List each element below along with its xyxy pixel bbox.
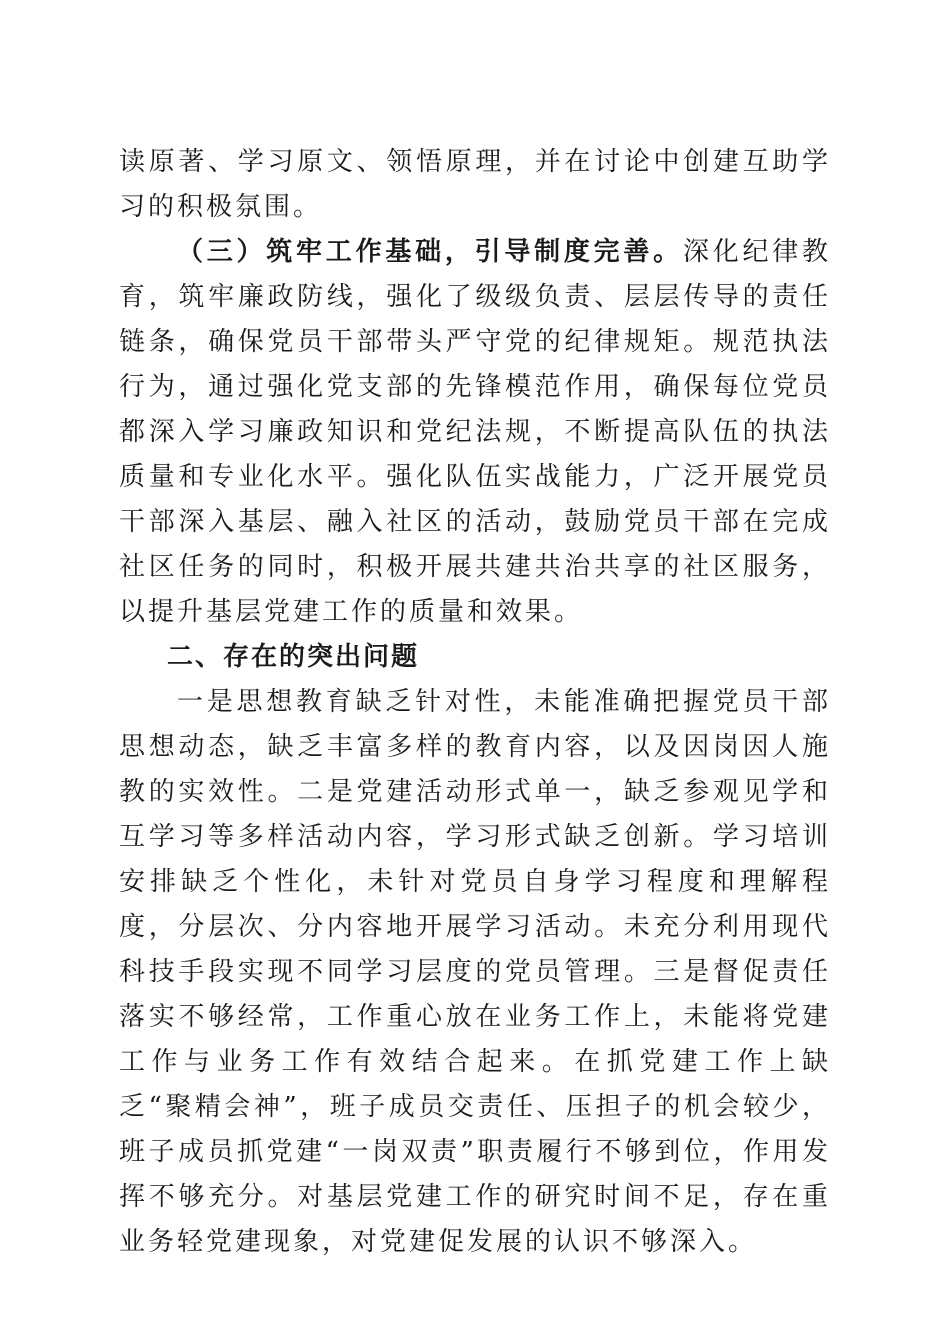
point-three-paragraph <box>119 230 831 635</box>
section-two-heading: 二、存在的突出问题 <box>167 642 420 672</box>
point-three-body: 深化纪律教育，筑牢廉政防线，强化了级级负责、层层传导的责任链条，确保党员干部带头严守党的纪律规矩。规范执法行为，通过强化党支部的先锋模范作用，确保每位党员都深入学习廉政知识和党纪法规，不断提高队伍的执法质量和专业化水平。强化队伍实战能力，广泛开展党员干部深入基层、融入社区的活动，鼓励党员干部在完成社区任务的同时，积极开展共建共治共享的社区服务，以提升基层党建工作的质量和效果。 <box>119 237 831 627</box>
point-three-lead: （三）筑牢工作基础，引导制度完善。 <box>177 237 683 267</box>
problems-paragraph: 一是思想教育缺乏针对性，未能准确把握党员干部思想动态，缺乏丰富多样的教育内容，以及因岗因人施教的实效性。二是党建活动形式单一，缺乏参观见学和互学习等多样活动内容，学习形式缺乏创新。学习培训安排缺乏个性化，未针对党员自身学习程度和理解程度，分层次、分内容地开展学习活动。未充分利用现代科技手段实现不同学习层度的党员管理。三是督促责任落实不够经常，工作重心放在业务工作上，未能将党建工作与业务工作有效结合起来。在抓党建工作上缺乏“聚精会神”，班子成员交责任、压担子的机会较少，班子成员抓党建“一岗双责”职责履行不够到位，作用发挥不够充分。对基层党建工作的研究时间不足，存在重业务轻党建现象，对党建促发展的认识不够深入。 <box>119 687 831 1257</box>
continuation-paragraph: 读原著、学习原文、领悟原理，并在讨论中创建互助学习的积极氛围。 <box>119 147 831 222</box>
document-body <box>119 140 831 1265</box>
